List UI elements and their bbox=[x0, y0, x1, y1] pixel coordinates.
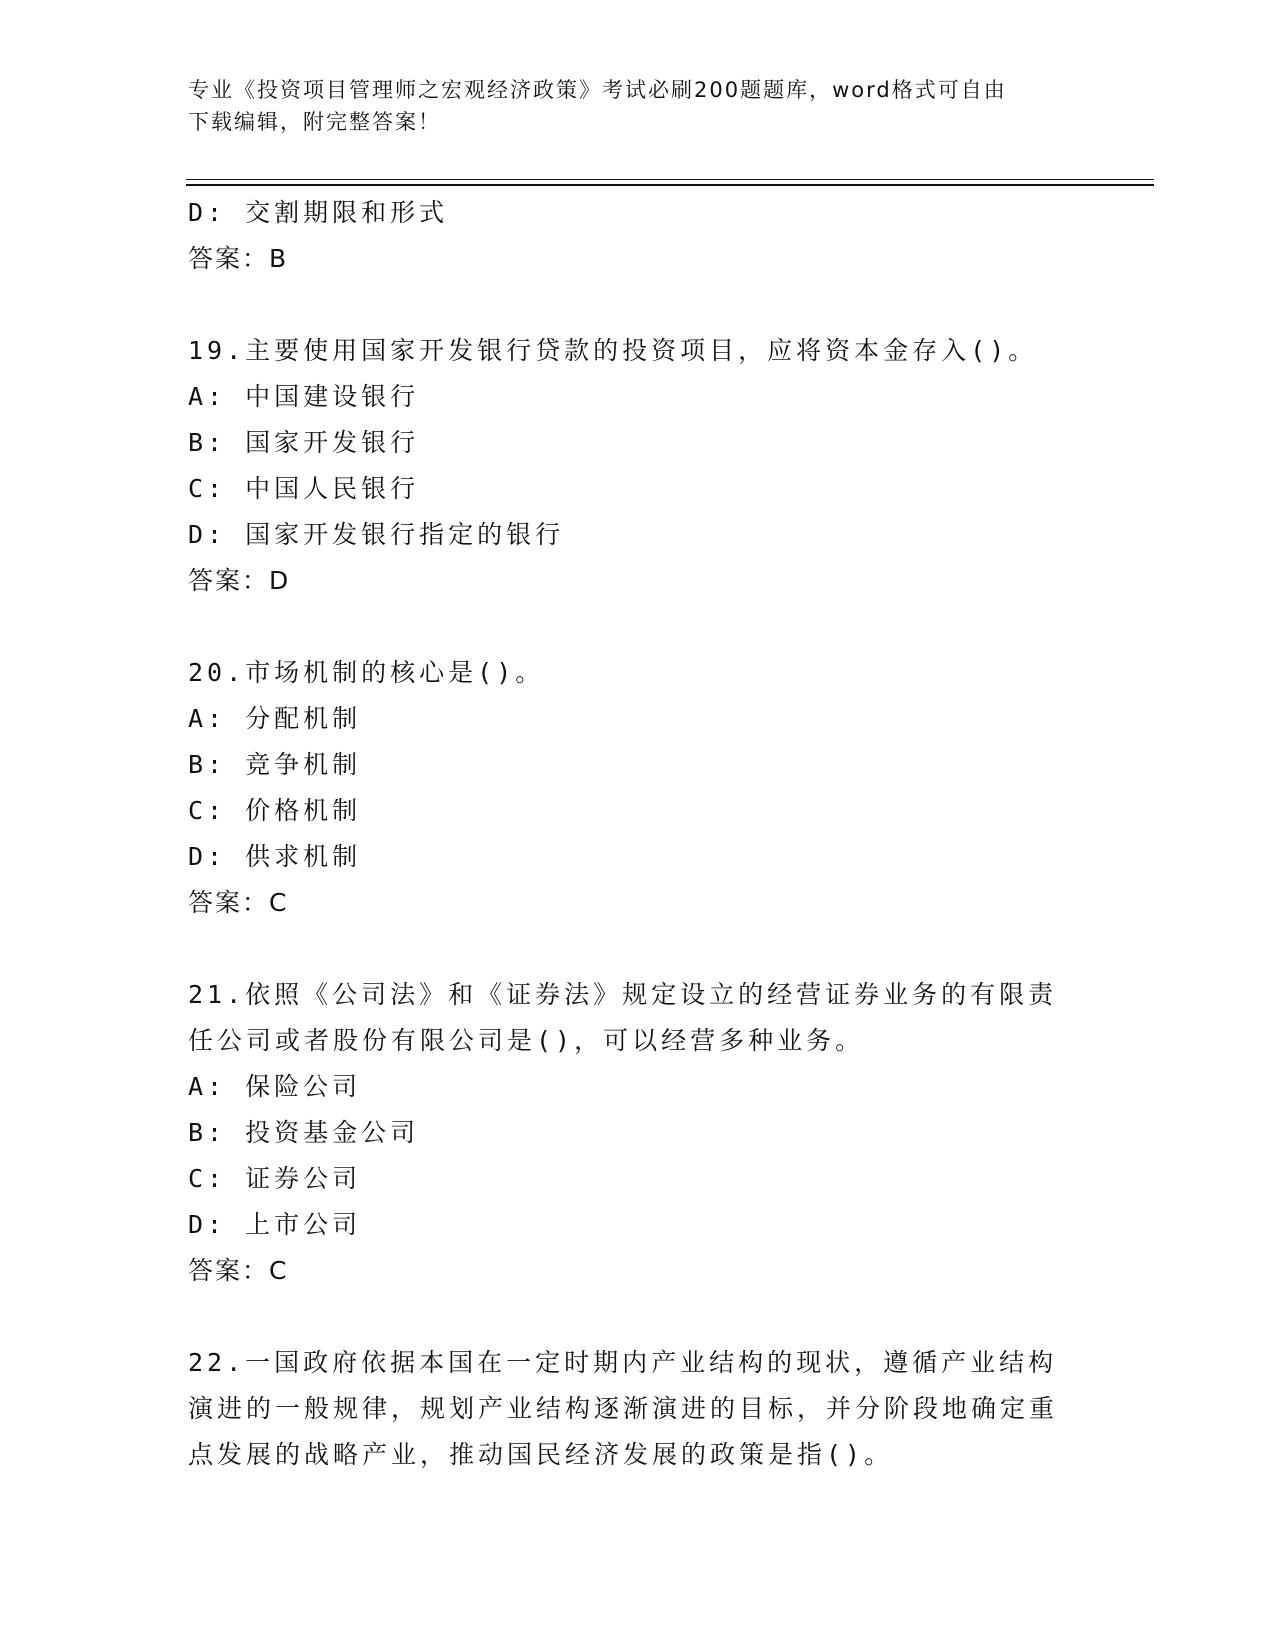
answer: 答案：C bbox=[188, 888, 289, 917]
option-c: C: 中国人民银行 bbox=[188, 474, 420, 503]
answer: 答案：C bbox=[188, 1256, 289, 1285]
option-b: B: 竞争机制 bbox=[188, 750, 362, 779]
option-d: D: 国家开发银行指定的银行 bbox=[188, 520, 565, 549]
question-stem: 22.一国政府依据本国在一定时期内产业结构的现状，遵循产业结构演进的一般规律，规划产业结构逐渐演进的目标，并分阶段地确定重点发展的战略产业，推动国民经济发展的政策是指()。 bbox=[188, 1348, 1059, 1469]
question-22 bbox=[188, 1340, 1088, 1478]
question-content bbox=[188, 190, 1088, 1478]
document-header bbox=[188, 74, 1068, 138]
option-a: A: 保险公司 bbox=[188, 1072, 362, 1101]
question-21 bbox=[188, 972, 1088, 1294]
option-c: C: 证券公司 bbox=[188, 1164, 362, 1193]
option-d: D: 上市公司 bbox=[188, 1210, 362, 1239]
question-stem: 21.依照《公司法》和《证券法》规定设立的经营证券业务的有限责任公司或者股份有限公司是()，可以经营多种业务。 bbox=[188, 980, 1058, 1055]
header-divider-thin bbox=[186, 179, 1154, 180]
question-20 bbox=[188, 650, 1088, 926]
option-d: D: 交割期限和形式 bbox=[188, 198, 449, 227]
question-19 bbox=[188, 328, 1088, 604]
header-divider-thick bbox=[186, 184, 1154, 186]
option-a: A: 中国建设银行 bbox=[188, 382, 420, 411]
header-line-1: 专业《投资项目管理师之宏观经济政策》考试必刷200题题库，word格式可自由 bbox=[188, 78, 1007, 102]
answer: 答案：D bbox=[188, 566, 291, 595]
option-b: B: 投资基金公司 bbox=[188, 1118, 420, 1147]
option-a: A: 分配机制 bbox=[188, 704, 362, 733]
option-c: C: 价格机制 bbox=[188, 796, 362, 825]
question-stem: 20.市场机制的核心是()。 bbox=[188, 658, 545, 687]
header-line-2: 下载编辑，附完整答案！ bbox=[188, 110, 441, 134]
question-stem: 19.主要使用国家开发银行贷款的投资项目，应将资本金存入()。 bbox=[188, 336, 1038, 365]
option-d: D: 供求机制 bbox=[188, 842, 362, 871]
answer: 答案：B bbox=[188, 244, 289, 273]
option-b: B: 国家开发银行 bbox=[188, 428, 420, 457]
